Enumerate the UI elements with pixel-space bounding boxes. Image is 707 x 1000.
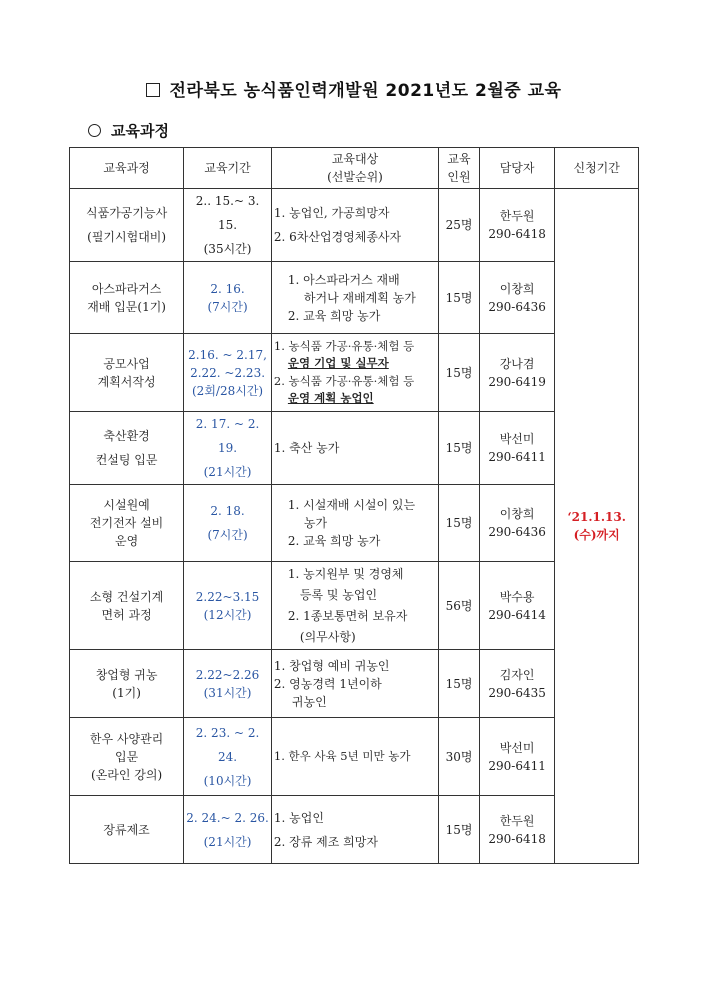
manager-cell	[479, 718, 554, 796]
course-line: 계획서작성	[97, 374, 156, 389]
period-cell	[184, 650, 272, 718]
period-cell	[184, 718, 272, 796]
manager-phone: 290-6419	[488, 374, 546, 389]
count-cell: 30명	[439, 718, 480, 796]
header-count	[439, 148, 480, 189]
target-line: 1. 아스파라거스 재배	[287, 272, 400, 287]
course-line: 면허 과정	[101, 607, 152, 622]
course-cell	[70, 796, 184, 864]
course-line: 입문	[115, 749, 139, 764]
period-cell	[184, 412, 272, 485]
manager-phone: 290-6436	[488, 525, 546, 539]
count-cell: 25명	[439, 189, 480, 262]
target-line: 1. 농식품 가공·유통·체험 등	[273, 339, 415, 353]
manager-phone: 290-6411	[488, 450, 546, 464]
manager-cell	[479, 562, 554, 650]
table-row	[70, 189, 639, 262]
target-line: 하거나 재배계획 농가	[303, 290, 416, 305]
manager-phone: 290-6418	[488, 227, 546, 241]
target-cell	[271, 718, 438, 796]
count-cell: 15명	[439, 262, 480, 334]
period-line: (2회/28시간)	[192, 383, 264, 398]
course-line: 한우 사양관리	[89, 731, 164, 746]
target-cell	[271, 796, 438, 864]
manager-name: 박선미	[499, 740, 535, 755]
header-target	[271, 148, 438, 189]
target-line: 2. 6차산업경영체종사자	[273, 230, 402, 244]
target-line: (의무사항)	[299, 629, 356, 644]
target-line: 2. 장류 제조 희망자	[273, 834, 378, 849]
course-line: 창업형 귀농	[95, 667, 158, 682]
course-cell	[70, 718, 184, 796]
period-line: (7시간)	[207, 299, 248, 314]
target-line: 귀농인	[291, 694, 327, 709]
period-line: 2.22. ~2.23.	[190, 365, 266, 380]
course-cell	[70, 650, 184, 718]
table-row	[70, 796, 639, 864]
period-line: 2. 24.~ 2. 26.	[186, 810, 269, 825]
manager-cell	[479, 485, 554, 562]
header-manager: 담당자	[479, 148, 554, 189]
header-count-line1: 교육	[447, 152, 471, 166]
period-line: 2. 17. ~ 2. 19.	[195, 417, 260, 455]
manager-cell	[479, 412, 554, 485]
manager-cell	[479, 796, 554, 864]
header-target-line2: (선발순위)	[327, 170, 383, 184]
course-line: 운영	[115, 534, 139, 548]
manager-name: 한두원	[499, 813, 535, 828]
target-line: 농가	[303, 516, 328, 530]
count-cell: 15명	[439, 412, 480, 485]
count-cell: 15명	[439, 485, 480, 562]
period-line: (10시간)	[203, 773, 252, 788]
header-target-line1: 교육대상	[331, 152, 379, 166]
target-line: 2. 교육 희망 농가	[287, 534, 381, 548]
period-cell	[184, 189, 272, 262]
target-cell	[271, 650, 438, 718]
course-cell	[70, 334, 184, 412]
table-header-row	[70, 148, 639, 189]
period-line: (12시간)	[203, 607, 252, 622]
target-cell	[271, 262, 438, 334]
table-row	[70, 334, 639, 412]
course-cell	[70, 562, 184, 650]
section-heading	[88, 120, 169, 141]
header-course: 교육과정	[70, 148, 184, 189]
header-apply: 신청기간	[555, 148, 639, 189]
target-cell	[271, 334, 438, 412]
target-line: 1. 축산 농가	[273, 441, 340, 455]
table-row	[70, 718, 639, 796]
course-line: 아스파라거스	[91, 281, 162, 296]
target-line: 2. 영농경력 1년이하	[273, 676, 382, 691]
target-line: 등록 및 농업인	[299, 587, 378, 602]
period-line: 2. 23. ~ 2. 24.	[195, 725, 260, 764]
manager-name: 강나겸	[499, 356, 535, 371]
target-line: 1. 창업형 예비 귀농인	[273, 658, 390, 673]
target-line: 1. 시설재배 시설이 있는	[287, 498, 416, 512]
course-line: 전기전자 설비	[89, 516, 164, 530]
manager-name: 박선미	[499, 432, 535, 446]
manager-phone: 290-6436	[488, 299, 546, 314]
period-cell	[184, 562, 272, 650]
header-period: 교육기간	[184, 148, 272, 189]
period-line: 2.16. ~ 2.17,	[188, 347, 267, 362]
target-cell	[271, 562, 438, 650]
period-line: 2. 16.	[210, 281, 245, 296]
course-table	[69, 147, 639, 864]
target-cell	[271, 189, 438, 262]
manager-phone: 290-6414	[488, 607, 546, 622]
period-line: 2.22~3.15	[195, 589, 260, 604]
manager-phone: 290-6435	[488, 685, 546, 700]
course-line: 축산환경	[103, 429, 150, 443]
period-line: 2. 18.	[210, 504, 245, 518]
table-row	[70, 485, 639, 562]
manager-cell	[479, 189, 554, 262]
manager-cell	[479, 334, 554, 412]
course-line: 장류제조	[103, 822, 150, 837]
manager-phone: 290-6418	[488, 831, 546, 846]
manager-name: 이창희	[499, 507, 535, 521]
course-line: 공모사업	[103, 356, 150, 371]
course-line: (필기시험대비)	[87, 230, 167, 244]
table-row	[70, 562, 639, 650]
apply-period-date: ‘21.1.13.	[567, 510, 626, 524]
manager-cell	[479, 650, 554, 718]
target-line: 1. 농지원부 및 경영체	[287, 566, 404, 581]
manager-name: 김자인	[499, 667, 535, 682]
target-line: 2. 교육 희망 농가	[287, 308, 381, 323]
period-cell	[184, 262, 272, 334]
period-cell	[184, 796, 272, 864]
target-line: 1. 한우 사육 5년 미만 농가	[273, 748, 411, 763]
target-line: 2. 1종보통면허 보유자	[287, 608, 408, 623]
table-row	[70, 412, 639, 485]
period-line: (21시간)	[203, 834, 252, 849]
count-cell: 15명	[439, 650, 480, 718]
target-line: 운영 계획 농업인	[287, 390, 374, 405]
period-line: 2.. 15.~ 3. 15.	[195, 194, 260, 232]
period-line: (21시간)	[203, 465, 252, 479]
course-line: (온라인 강의)	[91, 767, 163, 782]
course-cell	[70, 189, 184, 262]
count-cell: 56명	[439, 562, 480, 650]
apply-period-until: (수)까지	[573, 528, 620, 542]
course-line: (1기)	[112, 685, 141, 700]
course-cell	[70, 485, 184, 562]
header-count-line2: 인원	[447, 170, 471, 184]
table-row	[70, 262, 639, 334]
manager-phone: 290-6411	[488, 758, 546, 773]
manager-cell	[479, 262, 554, 334]
target-cell	[271, 412, 438, 485]
count-cell: 15명	[439, 334, 480, 412]
course-cell	[70, 412, 184, 485]
period-line: (31시간)	[203, 685, 252, 700]
apply-period-cell	[555, 189, 639, 864]
table-row	[70, 650, 639, 718]
manager-name: 한두원	[499, 209, 535, 223]
section-heading-text: 교육과정	[111, 122, 169, 140]
page-title-text: 전라북도 농식품인력개발원 2021년도 2월중 교육	[169, 81, 562, 101]
period-cell	[184, 485, 272, 562]
manager-name: 박수용	[499, 589, 535, 604]
square-bullet-icon	[146, 83, 160, 97]
course-line: 소형 건설기계	[89, 589, 164, 604]
period-line: 2.22~2.26	[195, 667, 260, 682]
course-line: 식품가공기능사	[86, 206, 168, 220]
period-line: (35시간)	[203, 242, 252, 256]
target-line: 운영 기업 및 실무자	[287, 356, 389, 371]
manager-name: 이창희	[499, 281, 535, 296]
course-line: 재배 입문(1기)	[87, 299, 166, 314]
period-line: (7시간)	[207, 528, 248, 542]
period-cell	[184, 334, 272, 412]
circle-bullet-icon	[88, 124, 101, 137]
target-cell	[271, 485, 438, 562]
course-cell	[70, 262, 184, 334]
course-line: 시설원예	[103, 498, 150, 512]
count-cell: 15명	[439, 796, 480, 864]
course-line: 컨설팅 입문	[95, 453, 158, 467]
page-title	[0, 76, 707, 101]
target-line: 1. 농업인	[273, 810, 324, 825]
target-line: 1. 농업인, 가공희망자	[273, 206, 390, 220]
target-line: 2. 농식품 가공·유통·체험 등	[273, 373, 415, 388]
